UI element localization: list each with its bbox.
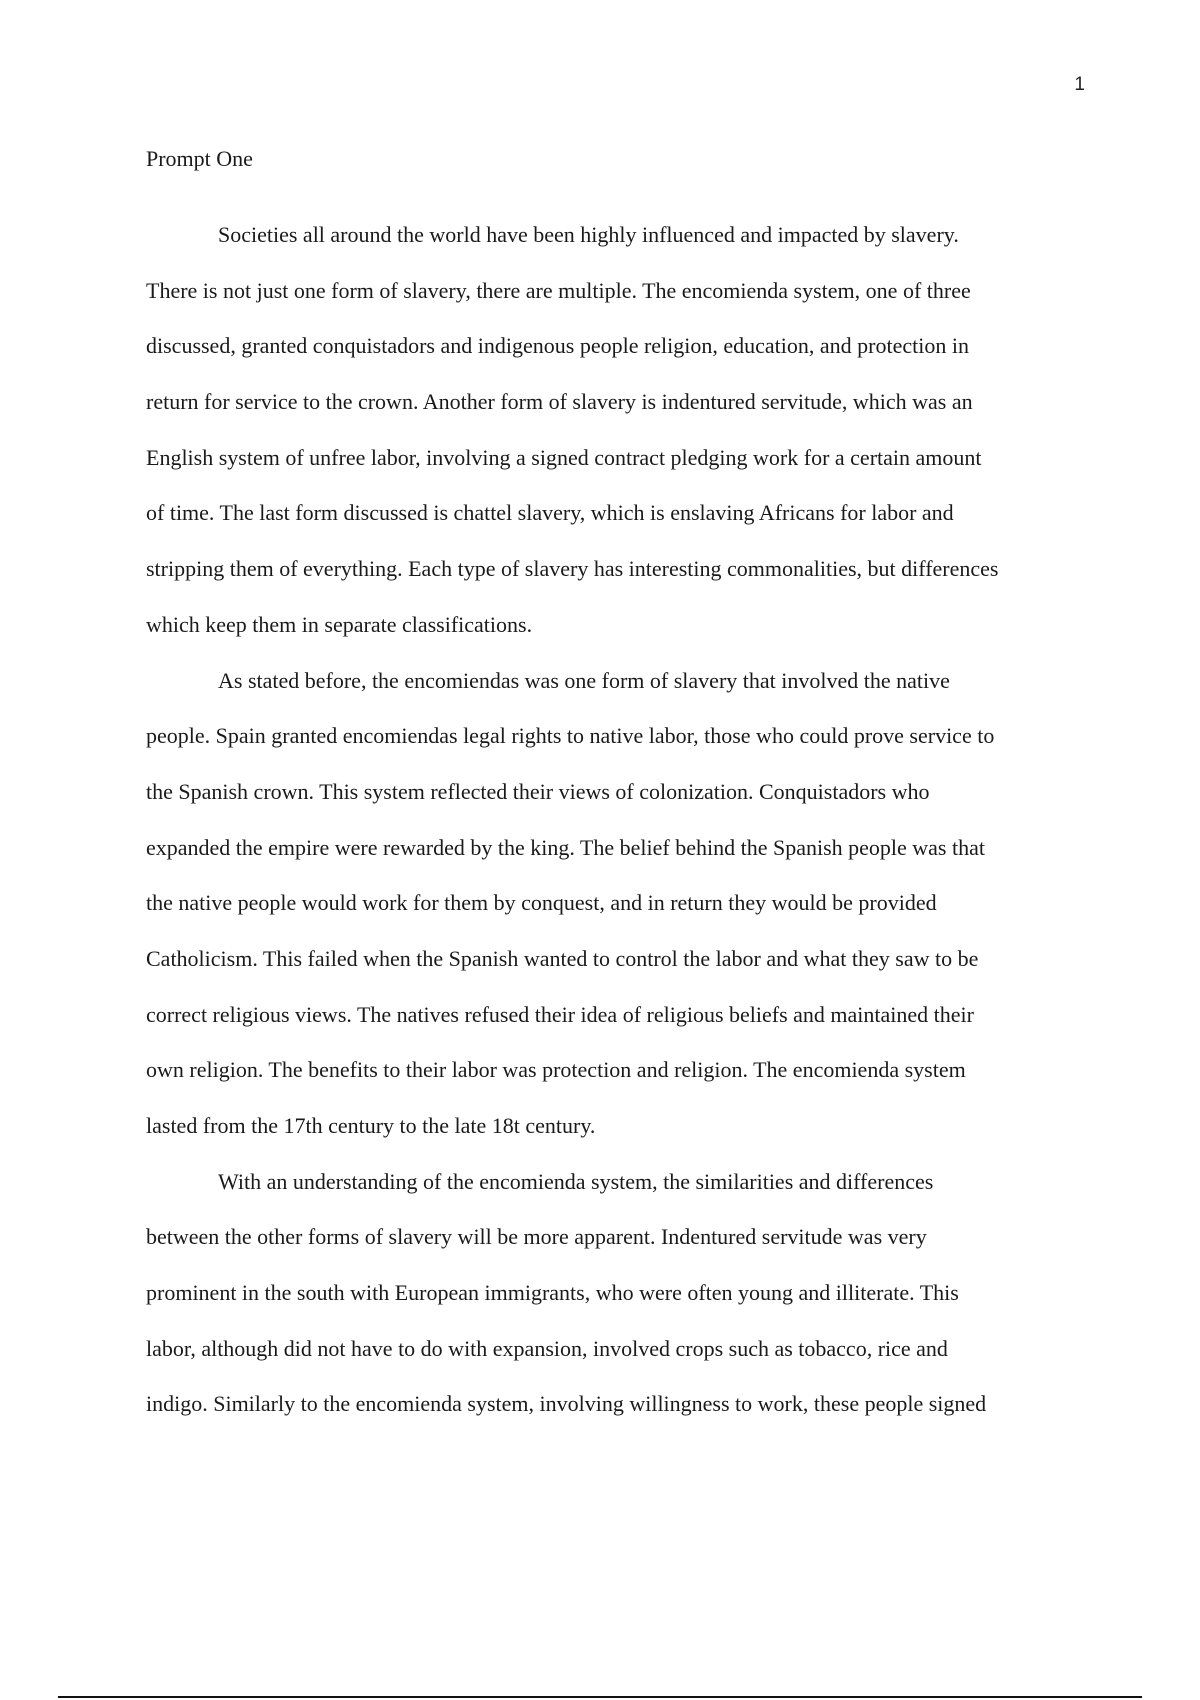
paragraph-line: As stated before, the encomiendas was one form of slavery that involved the native xyxy=(218,667,950,693)
paragraph-line: correct religious views. The natives refused their idea of religious beliefs and maintained their xyxy=(146,1001,974,1027)
paragraph-line: expanded the empire were rewarded by the king. The belief behind the Spanish people was that xyxy=(146,834,985,860)
paragraph-line: people. Spain granted encomiendas legal rights to native labor, those who could prove service to xyxy=(146,723,995,749)
paragraph-1 xyxy=(146,207,1086,653)
paragraph-line: which keep them in separate classifications. xyxy=(146,611,533,637)
page-number: 1 xyxy=(1074,74,1085,95)
paragraph-line: With an understanding of the encomienda system, the similarities and differences xyxy=(218,1168,934,1194)
paragraph-line: lasted from the 17th century to the late 18t century. xyxy=(146,1113,596,1138)
document-heading: Prompt One xyxy=(146,146,253,171)
page-bottom-rule xyxy=(58,1696,1142,1698)
document-body xyxy=(146,143,1086,1432)
paragraph-line: the native people would work for them by conquest, and in return they would be provided xyxy=(146,890,937,916)
paragraph-2 xyxy=(146,653,1086,1154)
paragraph-line: between the other forms of slavery will be more apparent. Indentured servitude was very xyxy=(146,1224,927,1250)
paragraph-line: prominent in the south with European immigrants, who were often young and illiterate. This xyxy=(146,1280,959,1306)
paragraph-line: own religion. The benefits to their labor was protection and religion. The encomienda system xyxy=(146,1057,966,1083)
paragraph-line: stripping them of everything. Each type of slavery has interesting commonalities, but differences xyxy=(146,556,999,582)
paragraph-line: of time. The last form discussed is chattel slavery, which is enslaving Africans for labor and xyxy=(146,500,954,526)
paragraph-line: the Spanish crown. This system reflected their views of colonization. Conquistadors who xyxy=(146,778,930,804)
paragraph-line: return for service to the crown. Another form of slavery is indentured servitude, which was an xyxy=(146,389,973,415)
paragraph-line: indigo. Similarly to the encomienda system, involving willingness to work, these people signed xyxy=(146,1391,987,1417)
paragraph-line: Catholicism. This failed when the Spanish wanted to control the labor and what they saw to be xyxy=(146,945,979,971)
paragraph-line: Societies all around the world have been highly influenced and impacted by slavery. xyxy=(218,222,959,247)
paragraph-3 xyxy=(146,1154,1086,1432)
paragraph-line: discussed, granted conquistadors and indigenous people religion, education, and protection in xyxy=(146,333,969,359)
paragraph-line: There is not just one form of slavery, there are multiple. The encomienda system, one of three xyxy=(146,277,971,303)
paragraph-line: English system of unfree labor, involving a signed contract pledging work for a certain amount xyxy=(146,444,982,470)
paragraph-line: labor, although did not have to do with expansion, involved crops such as tobacco, rice and xyxy=(146,1335,948,1361)
